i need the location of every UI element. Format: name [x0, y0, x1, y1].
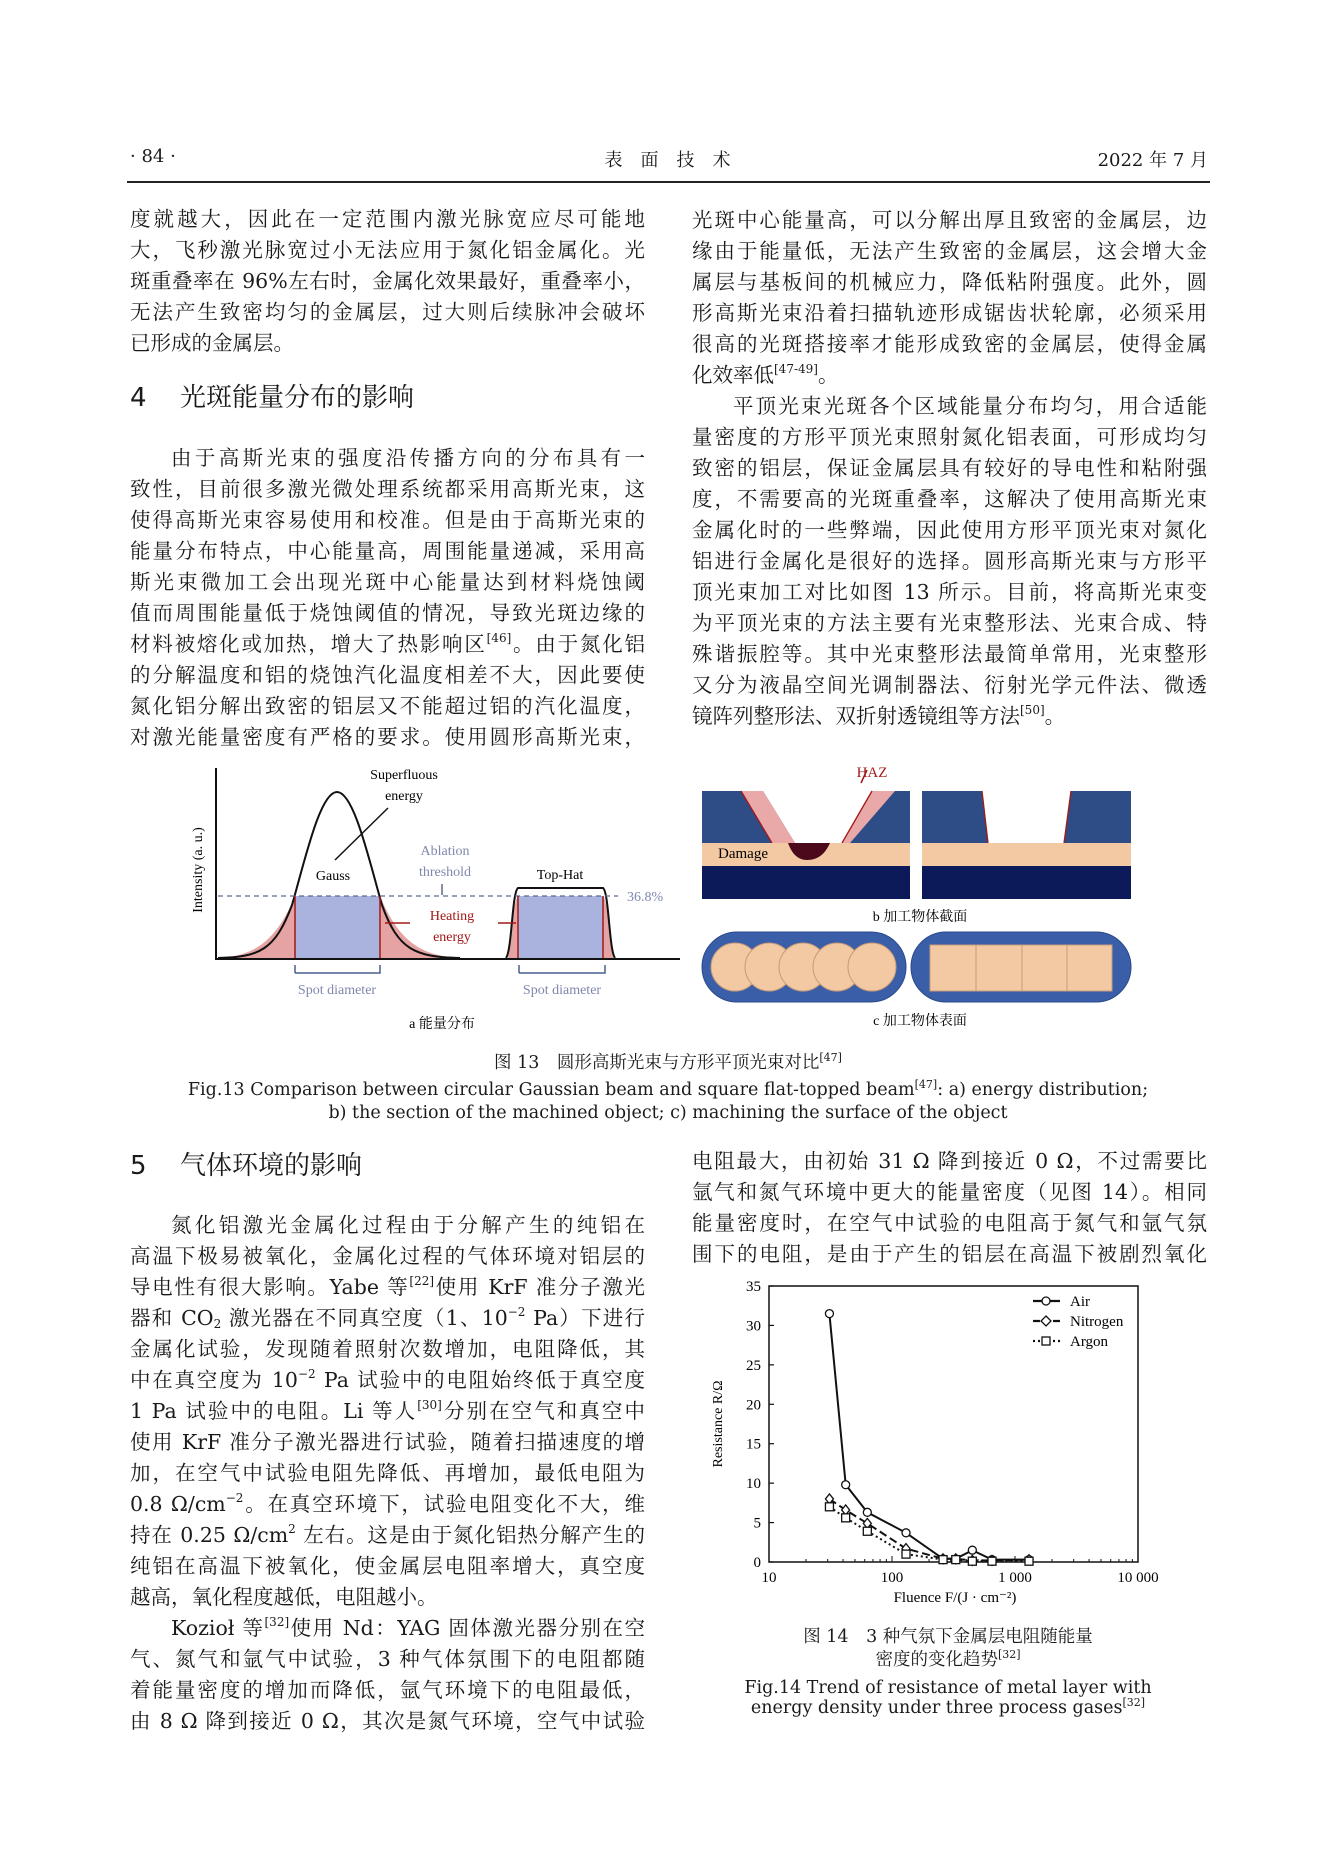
- text-line: [692, 546, 1207, 577]
- superscript: [47-49]: [774, 362, 818, 376]
- text-segment: 大，飞秒激光脉宽过小无法应用于氮化铝金属化。光: [130, 238, 645, 262]
- y-axis-title: Resistance R/Ω: [711, 1380, 726, 1468]
- superfluous-pointer: [335, 808, 388, 860]
- text-line: [692, 608, 1207, 639]
- data-point-argon: [902, 1550, 910, 1558]
- series-line-argon: [829, 1507, 1029, 1561]
- text-segment: 使用 KrF 准分子激光器进行试验，随着扫描速度的增: [130, 1430, 645, 1454]
- y-tick-label: 35: [746, 1280, 761, 1295]
- text-segment: 又分为液晶空间光调制器法、衍射光学元件法、微透: [692, 673, 1207, 697]
- caption-ref: [47]: [819, 1051, 842, 1064]
- text-segment: 的分解温度和铝的烧蚀汽化温度相差不大，因此要使: [130, 663, 645, 687]
- text-segment: 纯铝在高温下被氧化，使金属层电阻率增大，真空度: [130, 1554, 645, 1578]
- text-line: [130, 1675, 645, 1706]
- text-line: [130, 1706, 645, 1737]
- text-segment: 由 8 Ω 降到接近 0 Ω，其次是氮气环境，空气中试验: [130, 1709, 645, 1733]
- caption-ref: [47]: [914, 1078, 938, 1091]
- data-point-air: [842, 1481, 850, 1489]
- text-line: [692, 639, 1207, 670]
- data-point-argon: [863, 1527, 871, 1535]
- text-line: [130, 328, 645, 359]
- text-line: [692, 422, 1207, 453]
- figure-13-caption-en-2: b) the section of the machined object; c) machining the surface of the object: [328, 1103, 1008, 1123]
- text-segment: 值而周围能量低于烧蚀阈值的情况，导致光斑边缘的: [130, 601, 645, 625]
- section-title: 气体环境的影响: [180, 1151, 363, 1181]
- text-segment: 斯光束微加工会出现光斑中心能量达到材料烧蚀阈: [130, 570, 645, 594]
- text-line: [692, 670, 1207, 701]
- text-segment: Pa 试验中的电阻始终低于真空度: [315, 1368, 645, 1392]
- caption-text: energy density under three process gases: [750, 1698, 1123, 1718]
- text-line: [130, 1613, 645, 1644]
- figure-13-caption-en-1: [118, 1079, 1218, 1101]
- page-number: · 84 ·: [130, 146, 176, 167]
- text-segment: 由于高斯光束的强度沿传播方向的分布具有一: [171, 446, 645, 470]
- text-line: [130, 1582, 645, 1613]
- y-tick-label: 0: [753, 1555, 761, 1571]
- text-line: [130, 1241, 645, 1272]
- caption-ref: [32]: [1122, 1696, 1146, 1709]
- figure-14-caption-en-1: Fig.14 Trend of resistance of metal layer with: [744, 1678, 1152, 1698]
- tophat-ablation-area: [518, 896, 603, 958]
- text-segment: 0.8 Ω/cm: [130, 1492, 226, 1516]
- x-tick-label: 10: [761, 1570, 777, 1586]
- legend-nitrogen-marker: [1041, 1316, 1051, 1326]
- text-segment: 1 Pa 试验中的电阻。Li 等人: [130, 1399, 418, 1423]
- text-line: [130, 443, 645, 474]
- legend-nitrogen: Nitrogen: [1070, 1314, 1124, 1330]
- text-segment: 器和 CO: [130, 1306, 214, 1330]
- left-column-text-bottom: [130, 1210, 645, 1737]
- text-segment: 激光器在不同真空度（1、10: [221, 1306, 508, 1330]
- gauss-ablation-area: [295, 896, 380, 958]
- y-tick-label: 20: [746, 1397, 761, 1414]
- text-line: [130, 1520, 645, 1551]
- data-point-air: [968, 1546, 976, 1554]
- text-segment: 。: [817, 363, 839, 387]
- cross-section-tophat: [922, 791, 1131, 899]
- threshold-percent-label: 36.8%: [627, 890, 664, 905]
- caption-text: Fig.13 Comparison between circular Gaussian beam and square flat-topped beam: [187, 1080, 915, 1100]
- text-segment: 能量密度时，在空气中试验的电阻高于氮气和氩气氛: [692, 1211, 1207, 1235]
- text-line: [692, 298, 1207, 329]
- text-segment: 。由于氮化铝: [511, 632, 645, 656]
- panel-b-caption: b 加工物体截面: [872, 910, 968, 925]
- legend-air: Air: [1070, 1294, 1090, 1310]
- section-number: 5: [130, 1151, 147, 1181]
- text-line: [130, 1551, 645, 1582]
- text-segment: 度，不需要高的光斑重叠率，这解决了使用高斯光束: [692, 487, 1207, 511]
- data-point-air: [902, 1529, 910, 1537]
- text-segment: 左右。这是由于氮化铝热分解产生的: [295, 1523, 645, 1547]
- text-segment: 氩气和氮气环境中更大的能量密度（见图 14）。相同: [692, 1180, 1207, 1204]
- section-5-heading: [130, 1146, 362, 1186]
- text-segment: 量密度的方形平顶光束照射氮化铝表面，可形成均匀: [692, 425, 1207, 449]
- text-line: [692, 453, 1207, 484]
- figure-14-caption-cn-1: 图 14 3 种气氛下金属层电阻随能量: [803, 1627, 1093, 1647]
- text-line: [130, 266, 645, 297]
- superscript: −2: [297, 1367, 316, 1381]
- text-line: [130, 1210, 645, 1241]
- data-point-argon: [939, 1556, 947, 1564]
- series-line-air: [829, 1314, 1029, 1560]
- text-line: [692, 484, 1207, 515]
- spot-diameter-brackets: [295, 965, 605, 973]
- text-line: [130, 297, 645, 328]
- x-tick-label: 100: [880, 1570, 904, 1586]
- text-line: [130, 1644, 645, 1675]
- superscript: −2: [507, 1305, 526, 1319]
- caption-ref: [32]: [997, 1648, 1021, 1661]
- text-segment: 为平顶光束的方法主要有光束整形法、光束合成、特: [692, 611, 1207, 635]
- text-segment: 围下的电阻，是由于产生的铝层在高温下被剧烈氧化: [692, 1242, 1207, 1266]
- text-line: [130, 1365, 645, 1396]
- text-line: [130, 567, 645, 598]
- text-segment: 使用 Nd：YAG 固体激光器分别在空: [289, 1616, 646, 1640]
- cross-section-gauss: [702, 770, 910, 899]
- text-segment: 很高的光斑搭接率才能形成致密的金属层，使得金属: [692, 332, 1207, 356]
- series-line-nitrogen: [829, 1499, 1029, 1561]
- text-line: [130, 1303, 645, 1334]
- figure-14-caption-en-2: [698, 1697, 1198, 1719]
- heating-label-2: energy: [433, 930, 471, 945]
- superfluous-label-2: energy: [385, 789, 423, 804]
- legend-argon-marker: [1042, 1337, 1050, 1345]
- figure-13a-energy-distribution: [180, 760, 700, 1040]
- right-column-text-bottom: [692, 1146, 1207, 1270]
- text-segment: 度就越大，因此在一定范围内激光脉宽应尽可能地: [130, 207, 645, 231]
- ablation-label-2: threshold: [418, 865, 472, 880]
- data-point-air: [863, 1508, 871, 1516]
- text-line: [692, 205, 1207, 236]
- data-point-argon: [968, 1557, 976, 1565]
- text-segment: 已形成的金属层。: [130, 331, 294, 355]
- heating-label: Heating: [429, 909, 475, 924]
- figure-14-caption-cn-2: [698, 1649, 1198, 1671]
- text-line: [692, 1239, 1207, 1270]
- text-segment: 分别在空气和真空中: [441, 1399, 646, 1423]
- section-number: 4: [130, 383, 147, 413]
- superscript: [32]: [264, 1615, 290, 1629]
- spot-diameter-left: Spot diameter: [297, 983, 377, 998]
- text-segment: 。: [1044, 704, 1066, 728]
- data-point-argon: [825, 1503, 833, 1511]
- data-point-argon: [952, 1556, 960, 1564]
- legend-air-marker: [1042, 1297, 1050, 1305]
- text-segment: 对激光能量密度有严格的要求。使用圆形高斯光束，: [130, 725, 645, 749]
- text-segment: 镜阵列整形法、双折射透镜组等方法: [692, 704, 1020, 728]
- text-segment: 高温下极易被氧化，金属化过程的气体环境对铝层的: [130, 1244, 645, 1268]
- text-segment: 致密的铝层，保证金属层具有较好的导电性和粘附强: [692, 456, 1207, 480]
- y-tick-label: 30: [746, 1318, 761, 1335]
- text-segment: 氮化铝激光金属化过程由于分解产生的纯铝在: [171, 1213, 645, 1237]
- x-tick-label: 10 000: [1117, 1570, 1159, 1586]
- x-tick-label: 1 000: [998, 1570, 1032, 1586]
- text-line: [130, 1272, 645, 1303]
- text-line: [130, 1458, 645, 1489]
- text-line: [130, 1334, 645, 1365]
- text-segment: 殊谐振腔等。其中光束整形法最简单常用，光束整形: [692, 642, 1207, 666]
- data-point-argon: [988, 1557, 996, 1565]
- text-line: [130, 204, 645, 235]
- figure-14-resistance-chart: [700, 1280, 1220, 1620]
- text-segment: 使用 KrF 准分子激光: [434, 1275, 645, 1299]
- header-rule: [127, 181, 1210, 183]
- text-segment: Pa）下进行: [525, 1306, 645, 1330]
- text-segment: 无法产生致密均匀的金属层，过大则后续脉冲会破坏: [130, 300, 645, 324]
- y-tick-label: 5: [753, 1515, 761, 1532]
- text-segment: 使得高斯光束容易使用和校准。但是由于高斯光束的: [130, 508, 645, 532]
- text-line: [130, 722, 645, 753]
- panel-a-caption: a 能量分布: [409, 1017, 475, 1032]
- text-segment: 金属化试验，发现随着照射次数增加，电阻降低，其: [130, 1337, 645, 1361]
- text-segment: 加，在空气中试验电阻先降低、再增加，最低电阻为: [130, 1461, 645, 1485]
- text-line: [130, 505, 645, 536]
- journal-title: 表 面 技 术: [604, 150, 731, 171]
- legend-argon: Argon: [1070, 1334, 1109, 1350]
- section-title: 光斑能量分布的影响: [180, 383, 415, 413]
- caption-text: 图 13 圆形高斯光束与方形平顶光束对比: [494, 1053, 820, 1073]
- panel-c-caption: c 加工物体表面: [873, 1014, 967, 1029]
- text-line: [692, 1146, 1207, 1177]
- ablation-label: Ablation: [420, 844, 470, 859]
- figure-13-caption-cn: [168, 1052, 1168, 1074]
- superscript: [50]: [1020, 703, 1045, 717]
- y-tick-label: 15: [746, 1436, 761, 1453]
- superscript: [30]: [417, 1398, 442, 1412]
- data-point-argon: [1025, 1557, 1033, 1565]
- surface-tophat-track: [911, 932, 1131, 1002]
- text-line: [130, 598, 645, 629]
- text-segment: 形高斯光束沿着扫描轨迹形成锯齿状轮廓，必须采用: [692, 301, 1207, 325]
- text-segment: 。在真空环境下，试验电阻变化不大，维: [243, 1492, 645, 1516]
- text-line: [130, 474, 645, 505]
- text-segment: 着能量密度的增加而降低，氩气环境下的电阻最低，: [130, 1678, 645, 1702]
- text-segment: 导电性有很大影响。Yabe 等: [130, 1275, 410, 1299]
- text-segment: 氮化铝分解出致密的铝层又不能超过铝的汽化温度，: [130, 694, 645, 718]
- text-line: [692, 701, 1207, 732]
- damage-label: Damage: [718, 846, 768, 862]
- text-segment: 越高，氧化程度越低，电阻越小。: [130, 1585, 438, 1609]
- text-line: [692, 329, 1207, 360]
- text-segment: 化效率低: [692, 363, 774, 387]
- superscript: [22]: [409, 1274, 435, 1288]
- text-line: [130, 691, 645, 722]
- text-segment: 缘由于能量低，无法产生致密的金属层，这会增大金: [692, 239, 1207, 263]
- tophat-label: Top-Hat: [536, 868, 584, 883]
- superscript: −2: [225, 1491, 244, 1505]
- left-column-text-mid: [130, 443, 645, 753]
- text-line: [130, 660, 645, 691]
- data-point-air: [825, 1310, 833, 1318]
- text-line: [692, 236, 1207, 267]
- text-segment: 材料被熔化或加热，增大了热影响区: [130, 632, 487, 656]
- text-segment: 持在 0.25 Ω/cm: [130, 1523, 289, 1547]
- subscript: 2: [213, 1317, 222, 1331]
- gauss-label: Gauss: [315, 869, 351, 884]
- intensity-axis-label: Intensity (a. u.): [191, 827, 206, 913]
- figure-13bc-machined-object: [680, 750, 1160, 1050]
- text-segment: 顶光束加工对比如图 13 所示。目前，将高斯光束变: [692, 580, 1207, 604]
- text-segment: Kozioł 等: [171, 1616, 265, 1640]
- text-segment: 斑重叠率在 96%左右时，金属化效果最好，重叠率小，: [130, 269, 645, 293]
- y-tick-label: 25: [746, 1357, 761, 1374]
- text-line: [130, 235, 645, 266]
- right-column-text-top: [692, 205, 1207, 732]
- haz-label: HAZ: [856, 765, 888, 781]
- text-segment: 铝进行金属化是很好的选择。圆形高斯光束与方形平: [692, 549, 1207, 573]
- left-column-text-top: [130, 204, 645, 359]
- superscript: [46]: [486, 631, 512, 645]
- text-segment: 电阻最大，由初始 31 Ω 降到接近 0 Ω，不过需要比: [692, 1149, 1207, 1173]
- text-segment: 属层与基板间的机械应力，降低粘附强度。此外，圆: [692, 270, 1207, 294]
- text-segment: 中在真空度为 10: [130, 1368, 298, 1392]
- text-segment: 光斑中心能量高，可以分解出厚且致密的金属层，边: [692, 208, 1207, 232]
- text-segment: 致性，目前很多激光微处理系统都采用高斯光束，这: [130, 477, 645, 501]
- data-point-argon: [842, 1514, 850, 1522]
- text-line: [692, 360, 1207, 391]
- text-segment: 能量分布特点，中心能量高，周围能量递减，采用高: [130, 539, 645, 563]
- text-line: [130, 1489, 645, 1520]
- text-line: [130, 536, 645, 567]
- legend: [1033, 1294, 1124, 1350]
- superscript: 2: [288, 1522, 296, 1536]
- x-axis-title: Fluence F/(J · cm⁻²): [893, 1590, 1017, 1606]
- text-line: [692, 391, 1207, 422]
- text-segment: 气、氮气和氩气中试验，3 种气体氛围下的电阻都随: [130, 1647, 645, 1671]
- text-segment: 金属化时的一些弊端，因此使用方形平顶光束对氮化: [692, 518, 1207, 542]
- text-line: [692, 515, 1207, 546]
- text-segment: 平顶光束光斑各个区域能量分布均匀，用合适能: [733, 394, 1207, 418]
- caption-text: 密度的变化趋势: [875, 1650, 998, 1670]
- issue-date: 2022 年 7 月: [1097, 150, 1208, 171]
- text-line: [130, 1396, 645, 1427]
- text-line: [130, 1427, 645, 1458]
- caption-text: : a) energy distribution;: [937, 1080, 1149, 1100]
- text-line: [692, 1208, 1207, 1239]
- text-line: [692, 267, 1207, 298]
- text-line: [130, 629, 645, 660]
- text-line: [692, 1177, 1207, 1208]
- text-line: [692, 577, 1207, 608]
- superfluous-label: Superfluous: [370, 768, 438, 783]
- y-tick-label: 10: [746, 1476, 761, 1493]
- surface-gauss-track: [702, 932, 906, 1002]
- section-4-heading: [130, 378, 414, 418]
- spot-diameter-right: Spot diameter: [522, 983, 602, 998]
- gauss-left-heating-area: [220, 896, 295, 958]
